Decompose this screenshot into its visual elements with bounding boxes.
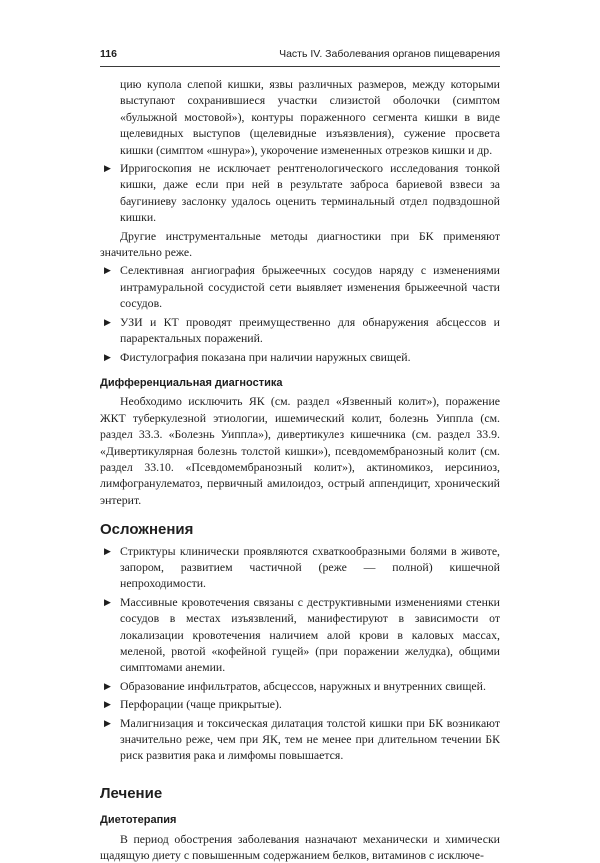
- irrigoscopy-list: [100, 160, 500, 226]
- list-item-text: Фистулография показана при наличии наружных свищей.: [120, 349, 411, 364]
- list-item: [100, 594, 500, 676]
- list-item-text: Массивные кровотечения связаны с деструктивными изменениями стенки сосудов в местах изъязвлений, манифестируют в зависимости от локализации кровотечения наличием алой крови в каловых массах, меленой, рвотой «кофейной гущей» (при поражении желудка), общими симптомами анемии.: [120, 594, 500, 675]
- list-item: [100, 715, 500, 764]
- list-item-text: УЗИ и КТ проводят преимущественно для обнаружения абсцессов и параректальных поражений.: [120, 314, 500, 346]
- chapter-title: Часть IV. Заболевания органов пищеварения: [279, 48, 500, 60]
- continuation-text: цию купола слепой кишки, язвы различных размеров, между которыми выступают сохранившиеся участки слизистой оболочки (симптом «булыжной мостовой»), контуры пораженного сегмента кишки в виде щелевидных выступов (щелевидные изъязвления), сужение просвета кишки (симптом «шнура»), укорочение измененных отрезков кишки и др.: [120, 77, 500, 157]
- triangle-bullet-icon: ▶: [104, 680, 111, 691]
- triangle-bullet-icon: ▶: [104, 717, 111, 728]
- triangle-bullet-icon: ▶: [104, 699, 111, 710]
- complications-list: [100, 543, 500, 764]
- running-header: [100, 44, 500, 67]
- list-item-text: Стриктуры клинически проявляются схваткообразными болями в животе, запором, развитием частичной (реже — полной) кишечной непроходимости.: [120, 543, 500, 591]
- list-item: [100, 262, 500, 311]
- treatment-text: В период обострения заболевания назначают механически и химически щадящую диету с повышенным содержанием белков, витаминов с исключе-: [100, 831, 500, 863]
- list-item: [100, 678, 500, 694]
- triangle-bullet-icon: ▶: [104, 265, 111, 276]
- list-item-text: Малигнизация и токсическая дилатация толстой кишки при БК возникают значительно реже, чем при ЯК, тем не менее при длительном течении БК риск развития рака и лимфомы повышается.: [120, 715, 500, 763]
- list-item: [100, 696, 500, 712]
- triangle-bullet-icon: ▶: [104, 351, 111, 362]
- list-item: [100, 314, 500, 347]
- list-item: [100, 349, 500, 365]
- triangle-bullet-icon: ▶: [104, 163, 111, 174]
- list-item-text: Перфорации (чаще прикрытые).: [120, 697, 282, 712]
- triangle-bullet-icon: ▶: [104, 596, 111, 607]
- differential-text: Необходимо исключить ЯК (см. раздел «Язвенный колит»), поражение ЖКТ туберкулезной этиологии, ишемический колит, болезнь Уиппла (см. раздел 33.3. «Болезнь Уиппла»), дивертикулез кишечника (см. раздел 33.9. «Дивертикулярная болезнь толстой кишки»), псевдомембранозный колит (см. раздел 33.10. «Псевдомембранозный колит»), актиномикоз, иерсиниоз, лимфогранулематоз, первичный амилоидоз, острый аппендицит, хронический энтерит.: [100, 394, 500, 507]
- triangle-bullet-icon: ▶: [104, 316, 111, 327]
- paragraph-other-methods: Другие инструментальные методы диагностики при БК применяют значительно реже.: [100, 228, 500, 260]
- diet-heading: Диетотерапия: [100, 814, 177, 827]
- list-item: [100, 543, 500, 592]
- methods-list: [100, 262, 500, 364]
- complications-heading: Осложнения: [100, 521, 194, 539]
- list-item-text: Образование инфильтратов, абсцессов, наружных и внутренних свищей.: [120, 678, 486, 693]
- treatment-heading: Лечение: [100, 784, 163, 802]
- page-body: [100, 76, 500, 863]
- list-item-text: Селективная ангиография брыжеечных сосудов наряду с изменениями интрамуральной сосудистой сети выявляет изменения брыжеечной части сосудов.: [120, 263, 500, 311]
- list-item-text: Ирригоскопия не исключает рентгенологического исследования тонкой кишки, даже если при ней в результате заброса бариевой взвеси за баугиниеву заслонку удалось оценить терминальный отдел подвздошной кишки.: [120, 161, 500, 225]
- list-item: [100, 160, 500, 226]
- differential-heading: Дифференциальная диагностика: [100, 376, 283, 389]
- page-number: 116: [100, 48, 117, 60]
- triangle-bullet-icon: ▶: [104, 545, 111, 556]
